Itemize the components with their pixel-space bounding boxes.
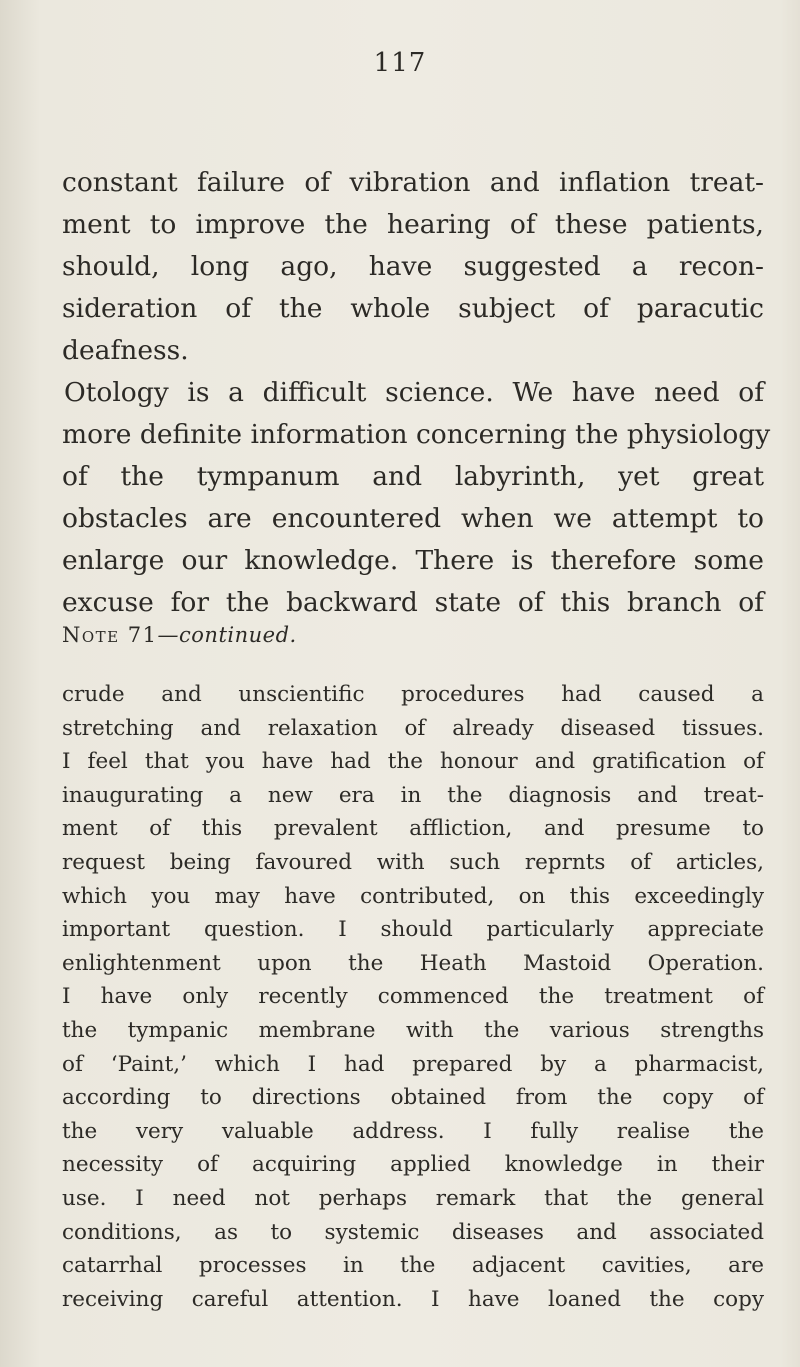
note-line: of ‘Paint,’ which I had prepared by a pharmacist, xyxy=(62,1051,764,1077)
note-line: conditions, as to systemic diseases and associated xyxy=(62,1219,764,1245)
body-line: Otology is a difficult science. We have need of xyxy=(64,377,764,408)
note-label: Note 71 xyxy=(62,623,158,647)
note-line: which you may have contributed, on this exceedingly xyxy=(62,883,764,909)
note-line: enlightenment upon the Heath Mastoid Operation. xyxy=(62,950,764,976)
note-line: according to directions obtained from the copy of xyxy=(62,1085,764,1111)
body-line: of the tympanum and labyrinth, yet great xyxy=(62,461,764,492)
body-line: enlarge our knowledge. There is therefore some xyxy=(62,545,764,576)
note-line: request being favoured with such reprnts of articles, xyxy=(62,849,764,875)
note-line: necessity of acquiring applied knowledge in their xyxy=(62,1152,764,1178)
note-continued: —continued. xyxy=(157,623,297,647)
main-body-text xyxy=(62,162,771,624)
body-line: should, long ago, have suggested a recon- xyxy=(62,251,764,282)
note-heading xyxy=(62,623,297,647)
note-line: the tympanic membrane with the various strengths xyxy=(62,1017,764,1043)
body-line: deafness. xyxy=(62,335,189,366)
body-line: constant failure of vibration and inflation treat- xyxy=(62,167,764,198)
note-line: important question. I should particularly appreciate xyxy=(62,917,764,943)
note-line: crude and unscientific procedures had caused a xyxy=(62,682,764,707)
note-line: stretching and relaxation of already diseased tissues. xyxy=(62,715,764,741)
note-line: the very valuable address. I fully realise the xyxy=(62,1118,764,1144)
page-number: 117 xyxy=(373,48,427,78)
body-line: more definite information concerning the physiology xyxy=(62,419,771,450)
note-line: catarrhal processes in the adjacent cavities, are xyxy=(62,1253,764,1279)
note-line: receiving careful attention. I have loaned the copy xyxy=(62,1286,764,1312)
note-line: use. I need not perhaps remark that the general xyxy=(62,1185,764,1211)
body-line: ment to improve the hearing of these patients, xyxy=(62,209,764,240)
note-line: I feel that you have had the honour and gratification of xyxy=(62,749,764,775)
note-line: I have only recently commenced the treatment of xyxy=(62,984,764,1010)
note-line: ment of this prevalent affliction, and presume to xyxy=(62,816,764,842)
note-body-text xyxy=(62,678,764,1316)
body-line: obstacles are encountered when we attempt to xyxy=(62,503,764,534)
body-line: sideration of the whole subject of paracutic xyxy=(62,293,764,324)
note-line: inaugurating a new era in the diagnosis and treat- xyxy=(62,782,764,808)
body-line: excuse for the backward state of this branch of xyxy=(62,587,764,618)
